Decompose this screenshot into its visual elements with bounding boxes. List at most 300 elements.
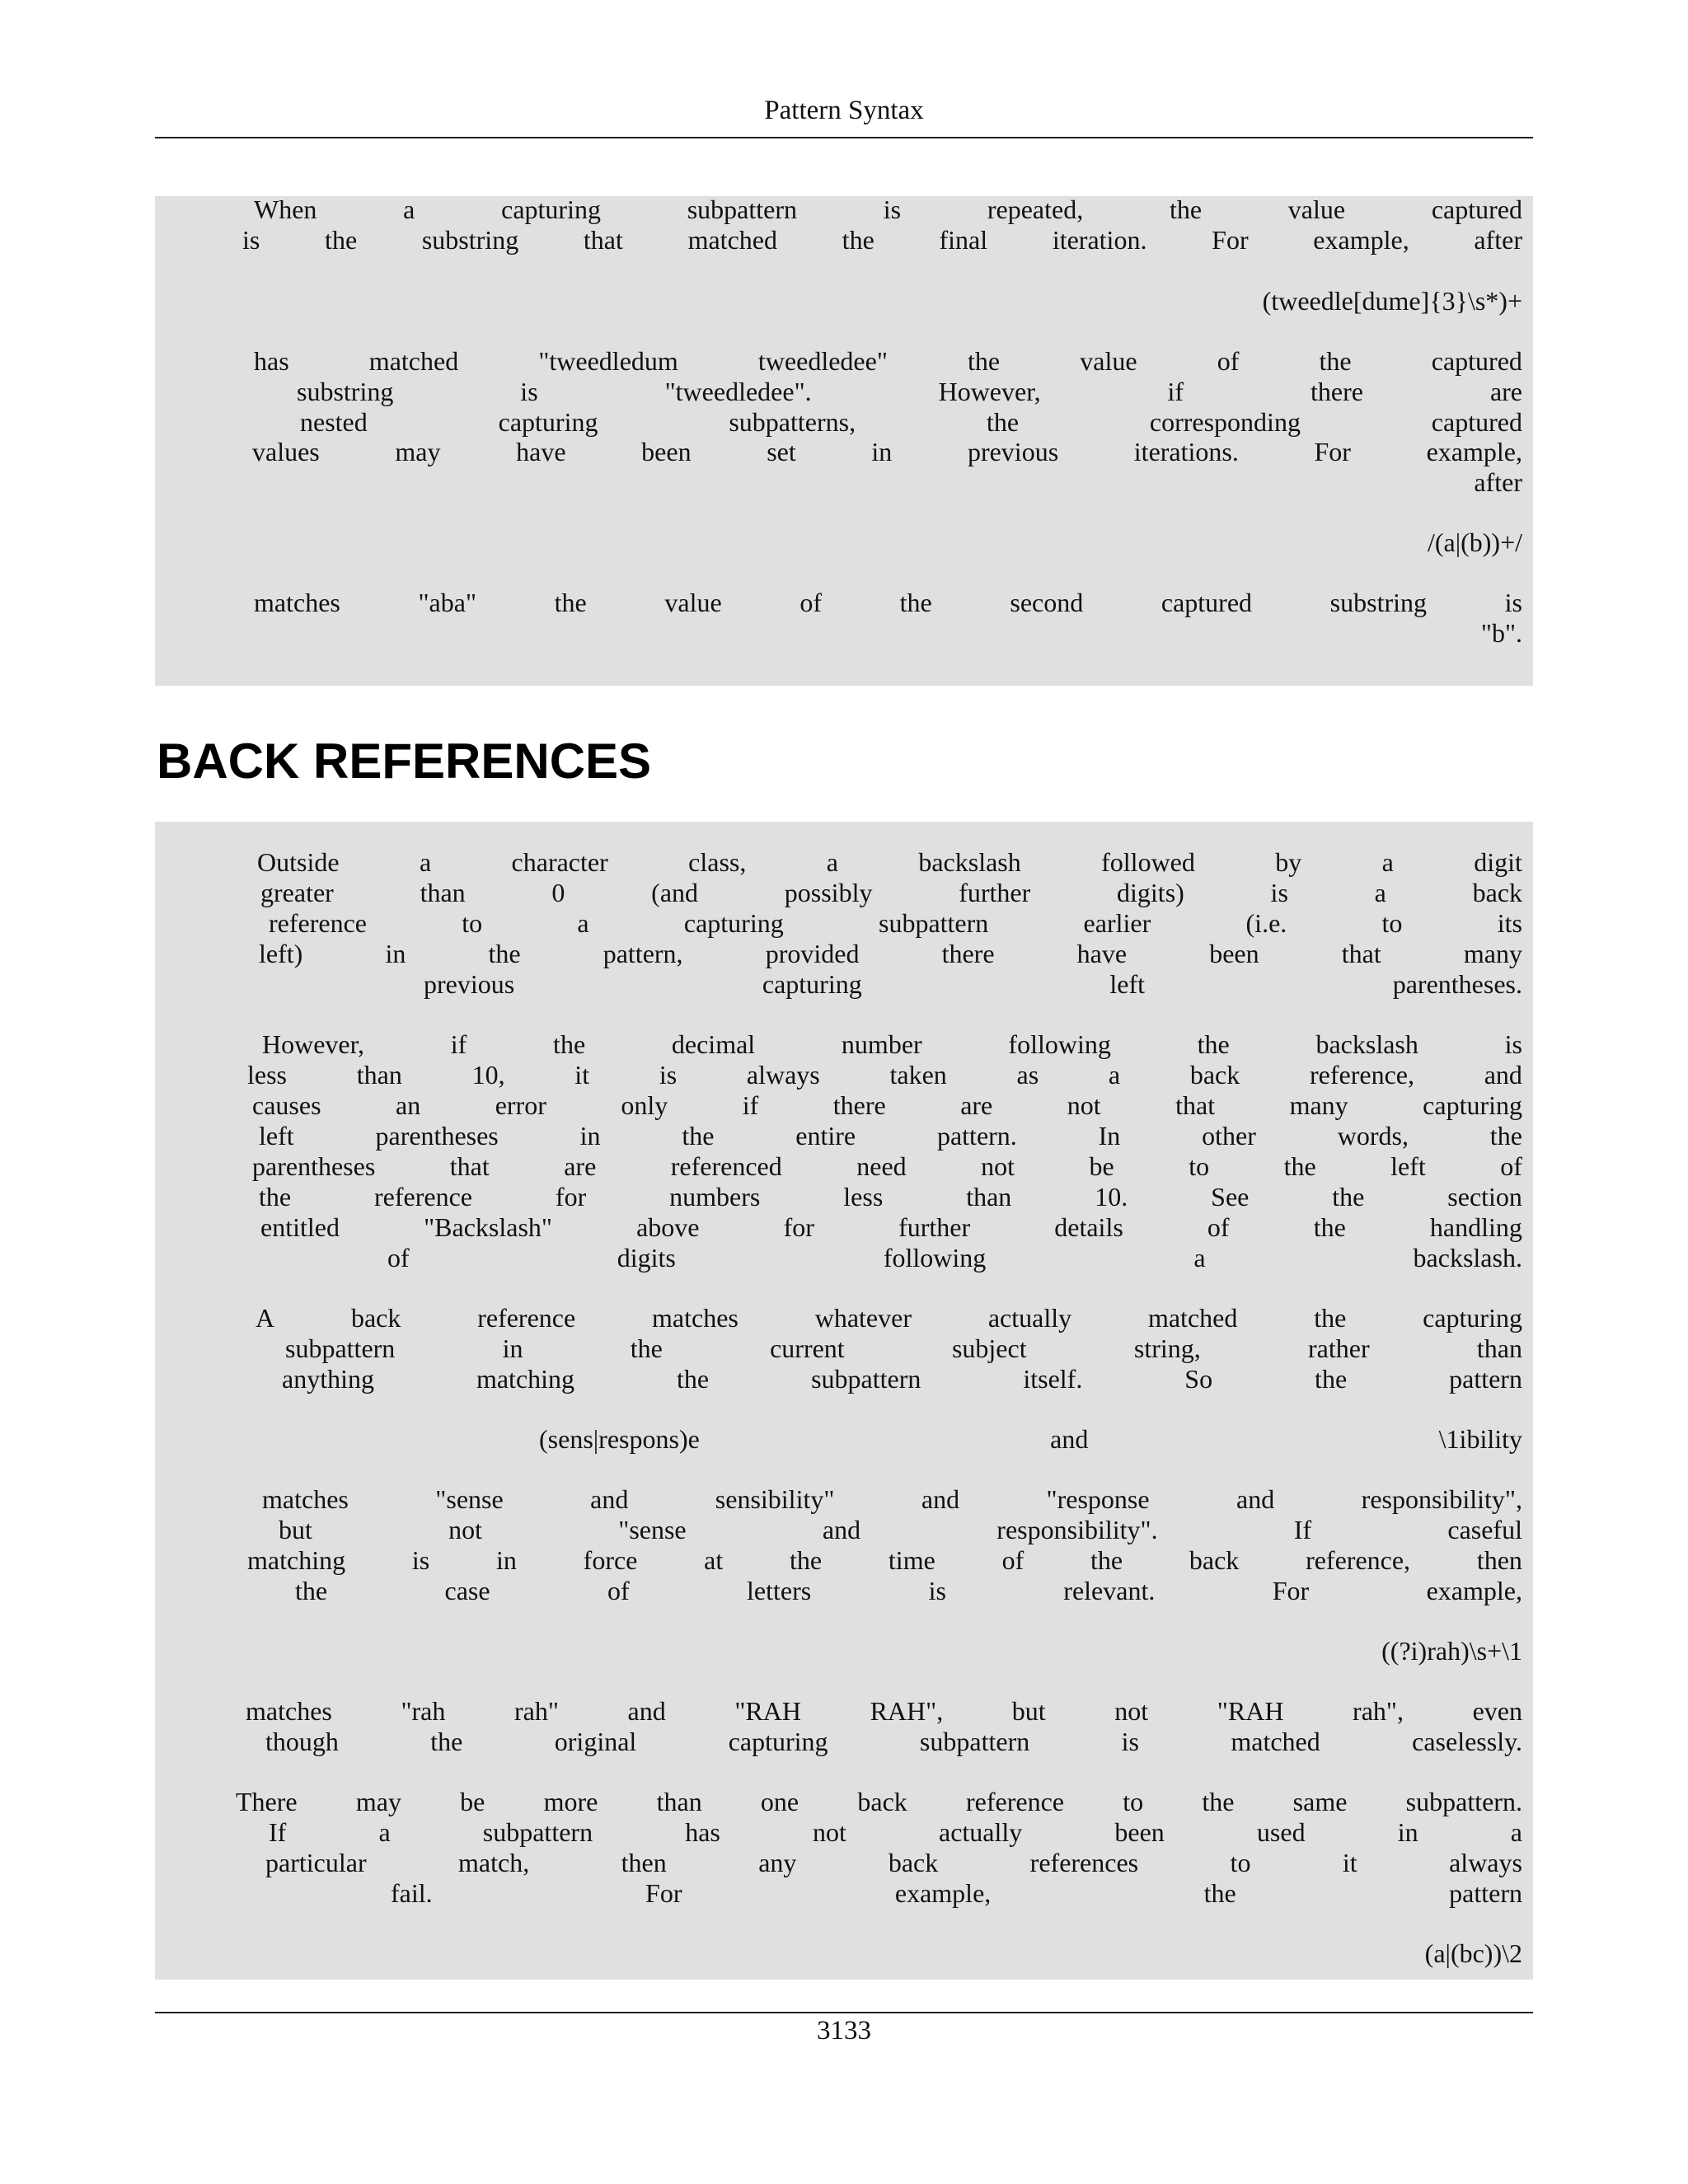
word: current — [770, 1333, 845, 1363]
word: reference — [269, 908, 367, 938]
word: and — [1484, 1060, 1522, 1090]
word: in — [871, 437, 893, 466]
word: parentheses — [375, 1121, 499, 1151]
word: example, — [1313, 225, 1409, 255]
word: it — [1342, 1848, 1357, 1877]
word: of — [607, 1576, 630, 1605]
word: is — [1270, 878, 1288, 907]
word: following — [883, 1243, 987, 1272]
word: at — [704, 1545, 724, 1575]
word: the — [430, 1727, 463, 1756]
word: subpattern — [285, 1333, 396, 1363]
word: repeated, — [987, 194, 1084, 224]
word: in — [502, 1333, 523, 1363]
word: a — [378, 1817, 391, 1847]
pattern-example-line — [1236, 1938, 1522, 1969]
paragraph-line — [260, 1212, 1522, 1243]
running-header: Pattern Syntax — [764, 96, 924, 125]
word: been — [1114, 1817, 1165, 1847]
word: "tweedledum — [538, 346, 678, 376]
word: taken — [889, 1060, 947, 1090]
word: pattern, — [603, 939, 683, 968]
paragraph-line — [269, 1817, 1522, 1848]
word: there — [941, 939, 995, 968]
word: is — [242, 225, 260, 255]
word: substring — [1329, 588, 1427, 617]
word: a — [419, 847, 432, 877]
word: matches — [254, 588, 340, 617]
word: particular — [265, 1848, 367, 1877]
word: if — [450, 1029, 467, 1059]
word: if — [1167, 377, 1184, 406]
word: (and — [651, 878, 699, 907]
word: further — [898, 1212, 971, 1242]
word: but — [279, 1515, 312, 1544]
word: example, — [1426, 1576, 1522, 1605]
word: less — [247, 1060, 287, 1090]
word: its — [1497, 908, 1522, 938]
word: captured — [1431, 346, 1522, 376]
word: to — [1189, 1151, 1210, 1181]
word: responsibility", — [1361, 1484, 1522, 1514]
word: See — [1211, 1182, 1250, 1212]
word: the — [488, 939, 521, 968]
word: and — [1050, 1424, 1089, 1454]
word: captured — [1160, 588, 1253, 617]
word: same — [1292, 1787, 1348, 1816]
word: back — [888, 1848, 939, 1877]
word: a — [1510, 1817, 1522, 1847]
paragraph-line — [242, 225, 1522, 255]
word: the — [677, 1364, 710, 1394]
word: of — [1217, 346, 1240, 376]
word: is — [1121, 1727, 1139, 1756]
word: that — [449, 1151, 490, 1181]
paragraph-line — [252, 1151, 1522, 1182]
word: /(a|(b))+/ — [1427, 527, 1522, 557]
word: and — [627, 1696, 666, 1726]
word: the — [553, 1029, 586, 1059]
word: than — [966, 1182, 1012, 1212]
word: the — [1314, 1303, 1347, 1333]
paragraph-line — [246, 1696, 1522, 1727]
word: matched — [368, 346, 459, 376]
paragraph-line — [259, 1182, 1522, 1212]
word: reference — [966, 1787, 1064, 1816]
page-number: 3133 — [817, 2016, 871, 2046]
word: For — [645, 1878, 682, 1908]
word: (a|(bc))\2 — [1424, 1938, 1522, 1968]
word: subpattern. — [1405, 1787, 1522, 1816]
word: parentheses — [252, 1151, 376, 1181]
word: "tweedledee". — [664, 377, 812, 406]
word: have — [1076, 939, 1128, 968]
paragraph-line — [259, 939, 1522, 969]
word: responsibility". — [996, 1515, 1158, 1544]
word: a — [1108, 1060, 1121, 1090]
paragraph-line — [269, 908, 1522, 939]
word: then — [621, 1848, 667, 1877]
word: more — [543, 1787, 598, 1816]
word: value — [664, 588, 722, 617]
word: left — [1390, 1151, 1426, 1181]
word: may — [395, 437, 441, 466]
word: the — [1489, 1121, 1522, 1151]
pattern-example-line — [1236, 618, 1522, 649]
word: matched — [1147, 1303, 1238, 1333]
word: back — [350, 1303, 401, 1333]
word: Outside — [257, 847, 340, 877]
paragraph-line — [387, 1243, 1522, 1273]
word: backslash. — [1413, 1243, 1522, 1272]
word: is — [411, 1545, 430, 1575]
word: original — [554, 1727, 637, 1756]
word: left — [259, 1121, 294, 1151]
word: example, — [1426, 437, 1522, 466]
word: following — [1008, 1029, 1111, 1059]
word: is — [659, 1060, 678, 1090]
word: digits — [617, 1243, 676, 1272]
word: of — [1001, 1545, 1025, 1575]
word: after — [1474, 225, 1522, 255]
word: than — [356, 1060, 402, 1090]
paragraph-line — [254, 194, 1522, 225]
pattern-example-line — [1236, 286, 1522, 316]
word: in — [1397, 1817, 1418, 1847]
word: that — [1341, 939, 1381, 968]
word: of — [1500, 1151, 1522, 1181]
word: subpattern — [687, 194, 797, 224]
word: reference — [477, 1303, 576, 1333]
word: but — [1011, 1696, 1046, 1726]
word: matches — [262, 1484, 349, 1514]
word: above — [636, 1212, 700, 1242]
word: itself. — [1023, 1364, 1083, 1394]
word: greater — [260, 878, 334, 907]
word: captured — [1431, 407, 1522, 437]
word: the — [1203, 1878, 1236, 1908]
word: the — [1197, 1029, 1230, 1059]
word: If — [1293, 1515, 1312, 1544]
word: anything — [282, 1364, 374, 1394]
word: string, — [1133, 1333, 1201, 1363]
paragraph-line — [391, 1878, 1522, 1909]
word: not — [1114, 1696, 1149, 1726]
word: always — [746, 1060, 820, 1090]
word: left) — [259, 939, 303, 968]
word: pattern — [1449, 1878, 1522, 1908]
word: in — [579, 1121, 601, 1151]
word: tweedledee" — [757, 346, 888, 376]
paragraph-line — [260, 878, 1522, 908]
word: "aba" — [418, 588, 477, 617]
word: have — [516, 437, 566, 466]
word: match, — [458, 1848, 530, 1877]
word: are — [564, 1151, 597, 1181]
word: further — [959, 878, 1031, 907]
word: any — [758, 1848, 797, 1877]
word: for — [555, 1182, 587, 1212]
word: However, — [938, 377, 1041, 406]
word: for — [783, 1212, 814, 1242]
word: been — [1209, 939, 1259, 968]
word: back — [857, 1787, 907, 1816]
word: a — [1193, 1243, 1206, 1272]
word: letters — [746, 1576, 812, 1605]
word: not — [448, 1515, 483, 1544]
word: the — [986, 407, 1020, 437]
paragraph-line — [254, 588, 1522, 618]
word: "rah — [401, 1696, 446, 1726]
word: entire — [795, 1121, 856, 1151]
word: matched — [1231, 1727, 1320, 1756]
word: \1ibility — [1438, 1424, 1522, 1454]
word: always — [1449, 1848, 1522, 1877]
word: When — [254, 194, 317, 224]
word: by — [1275, 847, 1302, 877]
word: subpattern — [878, 908, 989, 938]
word: a — [1374, 878, 1386, 907]
word: used — [1256, 1817, 1306, 1847]
word: pattern. — [936, 1121, 1017, 1151]
word: pattern — [1449, 1364, 1522, 1394]
word: been — [641, 437, 692, 466]
word: RAH", — [870, 1696, 944, 1726]
word: are — [960, 1090, 993, 1120]
word: the — [1319, 346, 1352, 376]
word: capturing — [728, 1727, 828, 1756]
word: "sense — [435, 1484, 504, 1514]
word: "RAH — [734, 1696, 801, 1726]
word: number — [841, 1029, 922, 1059]
word: matching — [247, 1545, 346, 1575]
word: back — [1472, 878, 1522, 907]
word: and — [1236, 1484, 1275, 1514]
word: 10, — [471, 1060, 505, 1090]
word: many — [1463, 939, 1522, 968]
word: fail. — [391, 1878, 433, 1908]
word: details — [1054, 1212, 1123, 1242]
word: be — [1089, 1151, 1114, 1181]
word: value — [1080, 346, 1137, 376]
word: need — [856, 1151, 907, 1181]
word: error — [495, 1090, 546, 1120]
word: time — [888, 1545, 935, 1575]
word: references — [1029, 1848, 1139, 1877]
word: matched — [687, 225, 777, 255]
word: relevant. — [1063, 1576, 1156, 1605]
word: the — [682, 1121, 715, 1151]
word: set — [767, 437, 796, 466]
paragraph-line — [262, 1029, 1522, 1060]
paragraph-line — [539, 1424, 1522, 1455]
word: subpattern — [919, 1727, 1030, 1756]
word: nested — [300, 407, 368, 437]
word: to — [1381, 908, 1403, 938]
word: be — [460, 1787, 485, 1816]
word: not — [812, 1817, 846, 1847]
word: handling — [1429, 1212, 1522, 1242]
word: possibly — [784, 878, 873, 907]
word: words, — [1337, 1121, 1409, 1151]
paragraph-line — [300, 407, 1522, 438]
word: the — [554, 588, 587, 617]
paragraph-line — [265, 1848, 1522, 1878]
word: rather — [1308, 1333, 1370, 1363]
word: than — [1476, 1333, 1522, 1363]
word: the — [899, 588, 932, 617]
word: other — [1202, 1121, 1256, 1151]
word: and — [921, 1484, 960, 1514]
word: backslash — [918, 847, 1021, 877]
paragraph-line — [295, 1576, 1522, 1606]
word: to — [462, 908, 483, 938]
word: captured — [1431, 194, 1522, 224]
paragraph-line — [262, 1484, 1522, 1515]
word: rah", — [1353, 1696, 1404, 1726]
header-rule — [155, 137, 1533, 138]
word: even — [1472, 1696, 1522, 1726]
word: left — [1109, 969, 1146, 999]
word: subpattern — [811, 1364, 921, 1394]
word: digit — [1474, 847, 1522, 877]
word: However, — [262, 1029, 364, 1059]
word: it — [574, 1060, 590, 1090]
word: back — [1189, 1060, 1240, 1090]
word: (sens|respons)e — [539, 1424, 700, 1454]
word: though — [265, 1727, 339, 1756]
word: numbers — [669, 1182, 761, 1212]
word: sensibility" — [715, 1484, 835, 1514]
word: class, — [688, 847, 747, 877]
word: to — [1230, 1848, 1251, 1877]
word: So — [1184, 1364, 1213, 1394]
word: that — [583, 225, 623, 255]
word: capturing — [501, 194, 601, 224]
paragraph-line — [247, 1060, 1522, 1090]
paragraph-line — [259, 1121, 1522, 1151]
paragraph-line — [265, 1727, 1522, 1757]
word: the — [790, 1545, 823, 1575]
word: earlier — [1083, 908, 1151, 938]
word: the — [1315, 1364, 1348, 1394]
word: decimal — [671, 1029, 756, 1059]
word: "RAH — [1217, 1696, 1284, 1726]
word: reference — [374, 1182, 472, 1212]
word: a — [1381, 847, 1394, 877]
word: substring — [421, 225, 519, 255]
word: value — [1287, 194, 1346, 224]
word: causes — [252, 1090, 321, 1120]
word: of — [1207, 1212, 1230, 1242]
word: "b". — [1480, 618, 1522, 648]
paragraph-line — [279, 1515, 1522, 1545]
section-heading: BACK REFERENCES — [157, 733, 652, 789]
word: reference, — [1306, 1545, 1411, 1575]
paragraph-line — [285, 1333, 1522, 1364]
paragraph-line — [252, 437, 1522, 467]
word: are — [1489, 377, 1522, 406]
word: entitled — [260, 1212, 340, 1242]
pattern-example-line — [1236, 467, 1522, 498]
word: caselessly. — [1412, 1727, 1522, 1756]
word: iterations. — [1133, 437, 1239, 466]
word: one — [760, 1787, 799, 1816]
word: digits) — [1117, 878, 1184, 907]
word: than — [420, 878, 466, 907]
word: substring — [297, 377, 394, 406]
word: actually — [938, 1817, 1023, 1847]
word: (i.e. — [1245, 908, 1287, 938]
word: matching — [476, 1364, 575, 1394]
word: the — [1090, 1545, 1123, 1575]
word: For — [1314, 437, 1351, 466]
word: is — [883, 194, 902, 224]
word: corresponding — [1149, 407, 1301, 437]
word: an — [396, 1090, 421, 1120]
word: capturing — [1423, 1303, 1522, 1333]
word: values — [252, 437, 320, 466]
word: the — [842, 225, 874, 255]
word: not — [981, 1151, 1015, 1181]
word: to — [1123, 1787, 1144, 1816]
paragraph-line — [254, 346, 1522, 377]
word: For — [1272, 1576, 1310, 1605]
word: has — [254, 346, 289, 376]
word: is — [1504, 1029, 1522, 1059]
paragraph-line — [252, 1090, 1522, 1121]
word: than — [656, 1787, 702, 1816]
word: final — [939, 225, 988, 255]
word: the — [1332, 1182, 1365, 1212]
word: has — [685, 1817, 720, 1847]
word: provided — [765, 939, 860, 968]
word: character — [511, 847, 608, 877]
word: 10. — [1095, 1182, 1128, 1212]
pattern-example-line — [1236, 1636, 1522, 1666]
word: whatever — [814, 1303, 912, 1333]
word: the — [1283, 1151, 1316, 1181]
word: force — [583, 1545, 638, 1575]
word: a — [826, 847, 838, 877]
word: parentheses. — [1392, 969, 1522, 999]
word: actually — [987, 1303, 1072, 1333]
word: the — [295, 1576, 328, 1605]
paragraph-line — [297, 377, 1522, 407]
word: A — [256, 1303, 275, 1333]
word: the — [1202, 1787, 1235, 1816]
word: there — [1311, 377, 1363, 406]
word: is — [520, 377, 538, 406]
paragraph-line — [257, 847, 1522, 878]
word: of — [387, 1243, 410, 1272]
word: backslash — [1315, 1029, 1418, 1059]
word: example, — [894, 1878, 992, 1908]
word: as — [1016, 1060, 1039, 1090]
word: not — [1067, 1090, 1101, 1120]
word: in — [495, 1545, 517, 1575]
word: that — [1175, 1090, 1216, 1120]
word: the — [325, 225, 358, 255]
word: (tweedle[dume]{3}\s*)+ — [1262, 286, 1522, 316]
word: iteration. — [1052, 225, 1147, 255]
word: subpattern — [482, 1817, 593, 1847]
word: there — [832, 1090, 886, 1120]
word: may — [355, 1787, 401, 1816]
word: "Backslash" — [424, 1212, 552, 1242]
word: the — [630, 1333, 663, 1363]
word: rah" — [513, 1696, 559, 1726]
